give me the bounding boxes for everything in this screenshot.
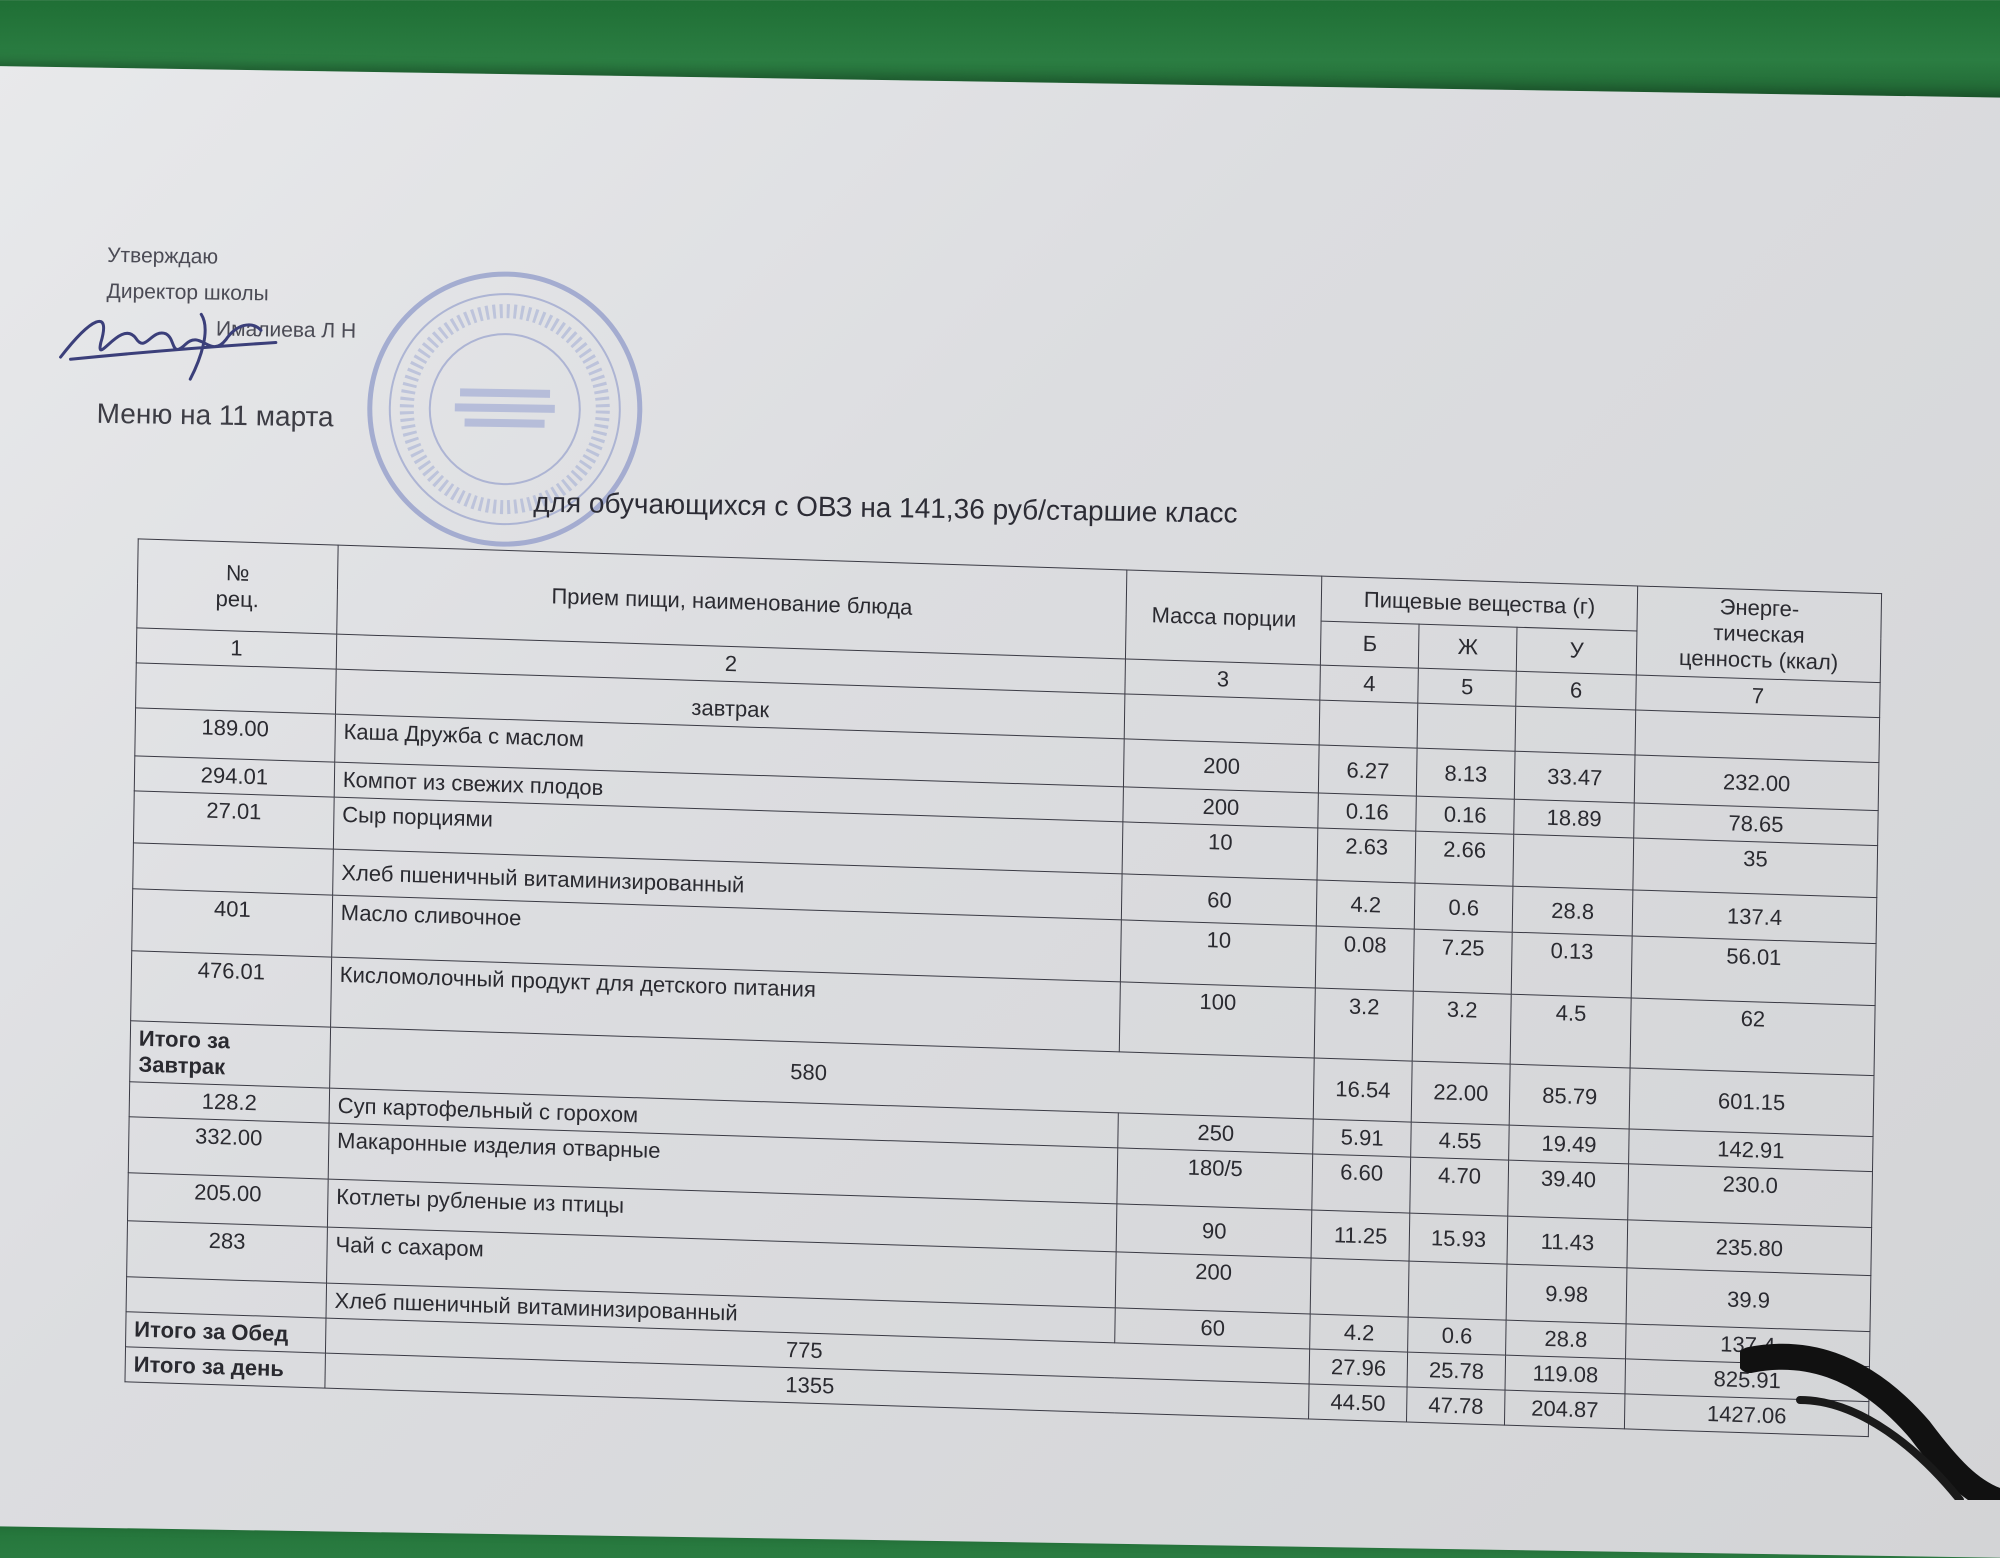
total-label: Итого за день <box>125 1347 325 1388</box>
director-name: Ималиева Л Н <box>215 317 357 343</box>
carb-value: 0.13 <box>1511 932 1632 998</box>
table-header-row <box>138 539 1882 638</box>
fat-value: 2.66 <box>1415 831 1514 886</box>
total-carb: 204.87 <box>1505 1390 1625 1429</box>
dish-name: Сыр порциями <box>333 797 1123 874</box>
col-number: 6 <box>1516 671 1636 710</box>
dish-name: Макаронные изделия отварные <box>328 1123 1118 1204</box>
total-label: Итого за Обед <box>126 1312 326 1353</box>
total-energy: 825.91 <box>1625 1359 1869 1402</box>
portion-mass: 10 <box>1122 822 1318 880</box>
energy-value: 137.4 <box>1626 1324 1870 1367</box>
dish-name: Компот из свежих плодов <box>334 762 1124 822</box>
protein-value: 11.25 <box>1311 1210 1410 1261</box>
portion-mass: 10 <box>1121 920 1317 988</box>
portion-mass: 90 <box>1116 1204 1312 1258</box>
total-energy: 1427.06 <box>1625 1394 1869 1437</box>
portion-mass: 250 <box>1118 1113 1313 1154</box>
protein-value: 4.2 <box>1310 1314 1408 1352</box>
carb-value: 39.40 <box>1508 1160 1629 1220</box>
col-u: У <box>1516 627 1637 675</box>
col-nutrients: Пищевые вещества (г) <box>1321 576 1637 630</box>
total-energy: 601.15 <box>1629 1068 1874 1137</box>
dish-name: Чай с сахаром <box>326 1227 1116 1308</box>
protein-value: 2.63 <box>1317 828 1416 883</box>
signature-icon <box>50 297 281 391</box>
fat-value: 7.25 <box>1413 929 1512 994</box>
rec-number: 476.01 <box>131 951 332 1027</box>
rec-number: 128.2 <box>129 1082 329 1123</box>
col-mass: Масса порции <box>1126 570 1322 665</box>
rec-number: 189.00 <box>135 708 336 762</box>
fat-value: 0.6 <box>1414 883 1513 932</box>
rec-number <box>133 843 334 895</box>
carb-value: 9.98 <box>1506 1264 1627 1324</box>
carb-value: 4.5 <box>1510 994 1631 1068</box>
fat-value: 4.55 <box>1411 1122 1509 1160</box>
approve-label: Утверждаю <box>106 243 219 269</box>
rec-number: 332.00 <box>128 1117 329 1179</box>
fat-value: 15.93 <box>1409 1213 1508 1264</box>
portion-mass: 200 <box>1123 787 1318 828</box>
total-fat: 47.78 <box>1407 1387 1505 1425</box>
carb-value: 28.8 <box>1506 1320 1626 1359</box>
total-mass: 1355 <box>325 1353 1310 1419</box>
energy-value: 62 <box>1630 998 1875 1076</box>
carb-value <box>1513 834 1634 890</box>
protein-value: 6.27 <box>1319 745 1418 796</box>
fat-value: 8.13 <box>1417 748 1516 799</box>
col-rec-no: № рец. <box>137 539 338 634</box>
energy-value: 35 <box>1633 838 1878 898</box>
carb-value: 33.47 <box>1514 751 1635 803</box>
total-mass: 775 <box>325 1318 1310 1384</box>
menu-subtitle: для обучающихся с ОВЗ на 141,36 руб/старшие класс <box>533 486 1238 529</box>
energy-value: 39.9 <box>1626 1268 1871 1332</box>
col-meal-name: Прием пищи, наименование блюда <box>337 545 1128 659</box>
carb-value: 28.8 <box>1512 886 1633 936</box>
protein-value: 6.60 <box>1312 1154 1411 1213</box>
energy-value: 230.0 <box>1628 1164 1873 1228</box>
portion-mass: 200 <box>1116 1252 1312 1314</box>
energy-value: 142.91 <box>1629 1129 1873 1172</box>
protein-value: 5.91 <box>1313 1119 1411 1157</box>
fat-value: 4.70 <box>1410 1157 1509 1216</box>
dish-name: Суп картофельный с горохом <box>329 1088 1119 1148</box>
total-protein: 44.50 <box>1309 1384 1407 1422</box>
energy-value: 235.80 <box>1627 1220 1872 1276</box>
total-protein: 27.96 <box>1309 1349 1407 1387</box>
total-fat: 25.78 <box>1407 1352 1505 1390</box>
dish-name: Кисломолочный продукт для детского питания <box>330 957 1120 1052</box>
col-zh: Ж <box>1419 624 1518 672</box>
total-protein: 16.54 <box>1313 1058 1412 1122</box>
protein-value <box>1310 1258 1409 1317</box>
menu-sheet <box>0 66 2000 1558</box>
rec-number: 294.01 <box>134 756 334 797</box>
rec-number: 401 <box>132 889 333 957</box>
total-carb: 85.79 <box>1509 1064 1630 1129</box>
total-carb: 119.08 <box>1505 1355 1625 1394</box>
col-number: 7 <box>1636 675 1880 718</box>
dish-name: Котлеты рубленые из птицы <box>327 1179 1117 1252</box>
total-mass: 580 <box>329 1027 1314 1119</box>
fat-value <box>1408 1261 1507 1320</box>
portion-mass: 60 <box>1115 1308 1310 1349</box>
director-position: Директор школы <box>106 279 269 306</box>
energy-value: 137.4 <box>1632 890 1877 944</box>
total-fat: 22.00 <box>1411 1061 1510 1125</box>
fat-value: 0.16 <box>1416 796 1514 834</box>
col-number: 4 <box>1320 665 1418 703</box>
protein-value: 0.08 <box>1316 926 1415 991</box>
fat-value: 0.6 <box>1408 1317 1506 1355</box>
carb-value: 19.49 <box>1509 1125 1629 1164</box>
rec-number: 27.01 <box>133 791 334 849</box>
energy-value: 56.01 <box>1631 936 1876 1006</box>
protein-value: 0.16 <box>1318 793 1416 831</box>
dish-name: Каша Дружба с маслом <box>335 714 1125 787</box>
portion-mass: 180/5 <box>1117 1148 1313 1210</box>
section-label-breakfast: завтрак <box>335 669 1125 739</box>
energy-value: 78.65 <box>1634 803 1878 846</box>
carb-value: 18.89 <box>1514 799 1634 838</box>
dish-name: Хлеб пшеничный витаминизированный <box>326 1283 1116 1343</box>
portion-mass: 200 <box>1124 739 1320 793</box>
carb-value: 11.43 <box>1507 1216 1628 1268</box>
dish-name: Масло сливочное <box>332 895 1122 982</box>
menu-table <box>124 538 1882 1437</box>
rec-number: 205.00 <box>128 1173 329 1227</box>
portion-mass: 60 <box>1122 874 1318 926</box>
portion-mass: 100 <box>1120 982 1316 1058</box>
col-energy: Энерге- тическая ценность (ккал) <box>1636 586 1881 683</box>
col-number: 2 <box>336 634 1126 694</box>
col-number: 1 <box>136 628 336 669</box>
pen-cable-icon <box>1740 1340 2000 1500</box>
col-number: 3 <box>1125 659 1320 700</box>
total-label: Итого за Завтрак <box>130 1021 331 1088</box>
col-number: 5 <box>1418 668 1516 706</box>
protein-value: 4.2 <box>1317 880 1416 929</box>
fat-value: 3.2 <box>1412 991 1511 1064</box>
protein-value: 3.2 <box>1314 988 1413 1061</box>
dish-name: Хлеб пшеничный витаминизированный <box>333 849 1123 920</box>
rec-number: 283 <box>127 1221 328 1283</box>
col-b: Б <box>1321 621 1420 669</box>
energy-value: 232.00 <box>1634 755 1879 811</box>
menu-date-title: Меню на 11 марта <box>96 397 334 433</box>
